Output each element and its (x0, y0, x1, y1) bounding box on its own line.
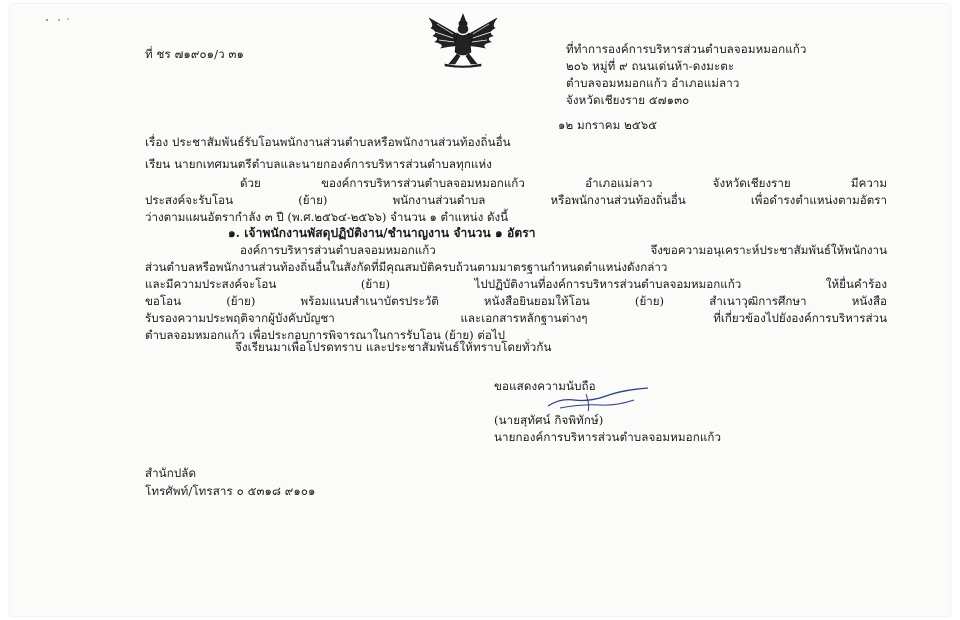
paragraph-line: ประสงค์จะรับโอน (ย้าย) พนักงานส่วนตำบล หรือพนักงานส่วนท้องถิ่นอื่น เพื่อดำรงตำแหน่งตามอัตรา (145, 193, 887, 207)
contact-phone: โทรศัพท์/โทรสาร ๐ ๕๓๑๘ ๙๑๐๑ (145, 484, 316, 498)
letter-subject: เรื่อง ประชาสัมพันธ์รับโอนพนักงานส่วนตำบลหรือพนักงานส่วนท้องถิ่นอื่น (145, 135, 511, 149)
paragraph-intro (145, 175, 887, 226)
paragraph-line: ตำบลจอมหมอกแก้ว เพื่อประกอบการพิจารณาในการรับโอน (ย้าย) ต่อไป (145, 328, 506, 342)
letter-recipient: เรียน นายกเทศมนตรีตำบลและนายกองค์การบริหารส่วนตำบลทุกแห่ง (145, 157, 493, 171)
paragraph-line: ขอโอน (ย้าย) พร้อมแนบสำเนาบัตรประวัติ หนังสือยินยอมให้โอน (ย้าย) สำเนาวุฒิการศึกษา หนังสือ (145, 294, 887, 308)
regards-text: ขอแสดงความนับถือ (494, 379, 596, 393)
paragraph-line: ว่างตามแผนอัตรากำลัง ๓ ปี (พ.ศ.๒๕๖๔-๒๕๖๖) จำนวน ๑ ตำแหน่ง ดังนี้ (145, 210, 509, 224)
paragraph-line: ส่วนตำบลหรือพนักงานส่วนท้องถิ่นอื่นในสังกัดที่มีคุณสมบัติครบถ้วนตามมาตรฐานกำหนดตำแหน่งดังกล่าว (145, 260, 668, 274)
address-line-2: ๒๐๖ หมู่ที่ ๙ ถนนเด่นห้า-ดงมะตะ (566, 59, 735, 73)
signer-name: (นายสุทัศน์ กิจพิทักษ์) (494, 413, 604, 427)
address-line-4: จังหวัดเชียงราย ๕๗๑๓๐ (566, 93, 690, 107)
address-line-1: ที่ทำการองค์การบริหารส่วนตำบลจอมหมอกแก้ว (566, 42, 807, 56)
signature-icon (530, 384, 660, 414)
closing-sentence: จึงเรียนมาเพื่อโปรดทราบ และประชาสัมพันธ์ให้ทราบโดยทั่วกัน (235, 340, 552, 354)
paragraph-request (145, 242, 887, 344)
garuda-emblem-icon (425, 12, 501, 68)
reference-number: ที่ ชร ๗๑๙๐๑/ว ๓๑ (145, 47, 244, 61)
paragraph-line: และมีความประสงค์จะโอน (ย้าย) ไปปฏิบัติงานที่องค์การบริหารส่วนตำบลจอมหมอกแก้ว ให้ยื่นคำร้อง (145, 277, 887, 291)
paragraph-line: องค์การบริหารส่วนตำบลจอมหมอกแก้ว จึงขอความอนุเคราะห์ประชาสัมพันธ์ให้พนักงาน (240, 243, 887, 257)
signer-title: นายกองค์การบริหารส่วนตำบลจอมหมอกแก้ว (494, 430, 722, 444)
letter-page (10, 4, 950, 616)
letter-date: ๑๒ มกราคม ๒๕๖๕ (558, 118, 658, 132)
address-line-3: ตำบลจอมหมอกแก้ว อำเภอแม่ลาว (566, 76, 740, 90)
paragraph-line: ด้วย ของค์การบริหารส่วนตำบลจอมหมอกแก้ว อำเภอแม่ลาว จังหวัดเชียงราย มีความ (240, 176, 887, 190)
office-name: สำนักปลัด (145, 466, 197, 480)
scan-specks (44, 16, 84, 24)
vacant-position: ๑. เจ้าพนักงานพัสดุปฏิบัติงาน/ชำนาญงาน จำนวน ๑ อัตรา (228, 226, 536, 240)
paragraph-line: รับรองความประพฤติจากผู้บังคับบัญชา และเอกสารหลักฐานต่างๆ ที่เกี่ยวข้องไปยังองค์การบริหารส่วน (145, 311, 887, 325)
